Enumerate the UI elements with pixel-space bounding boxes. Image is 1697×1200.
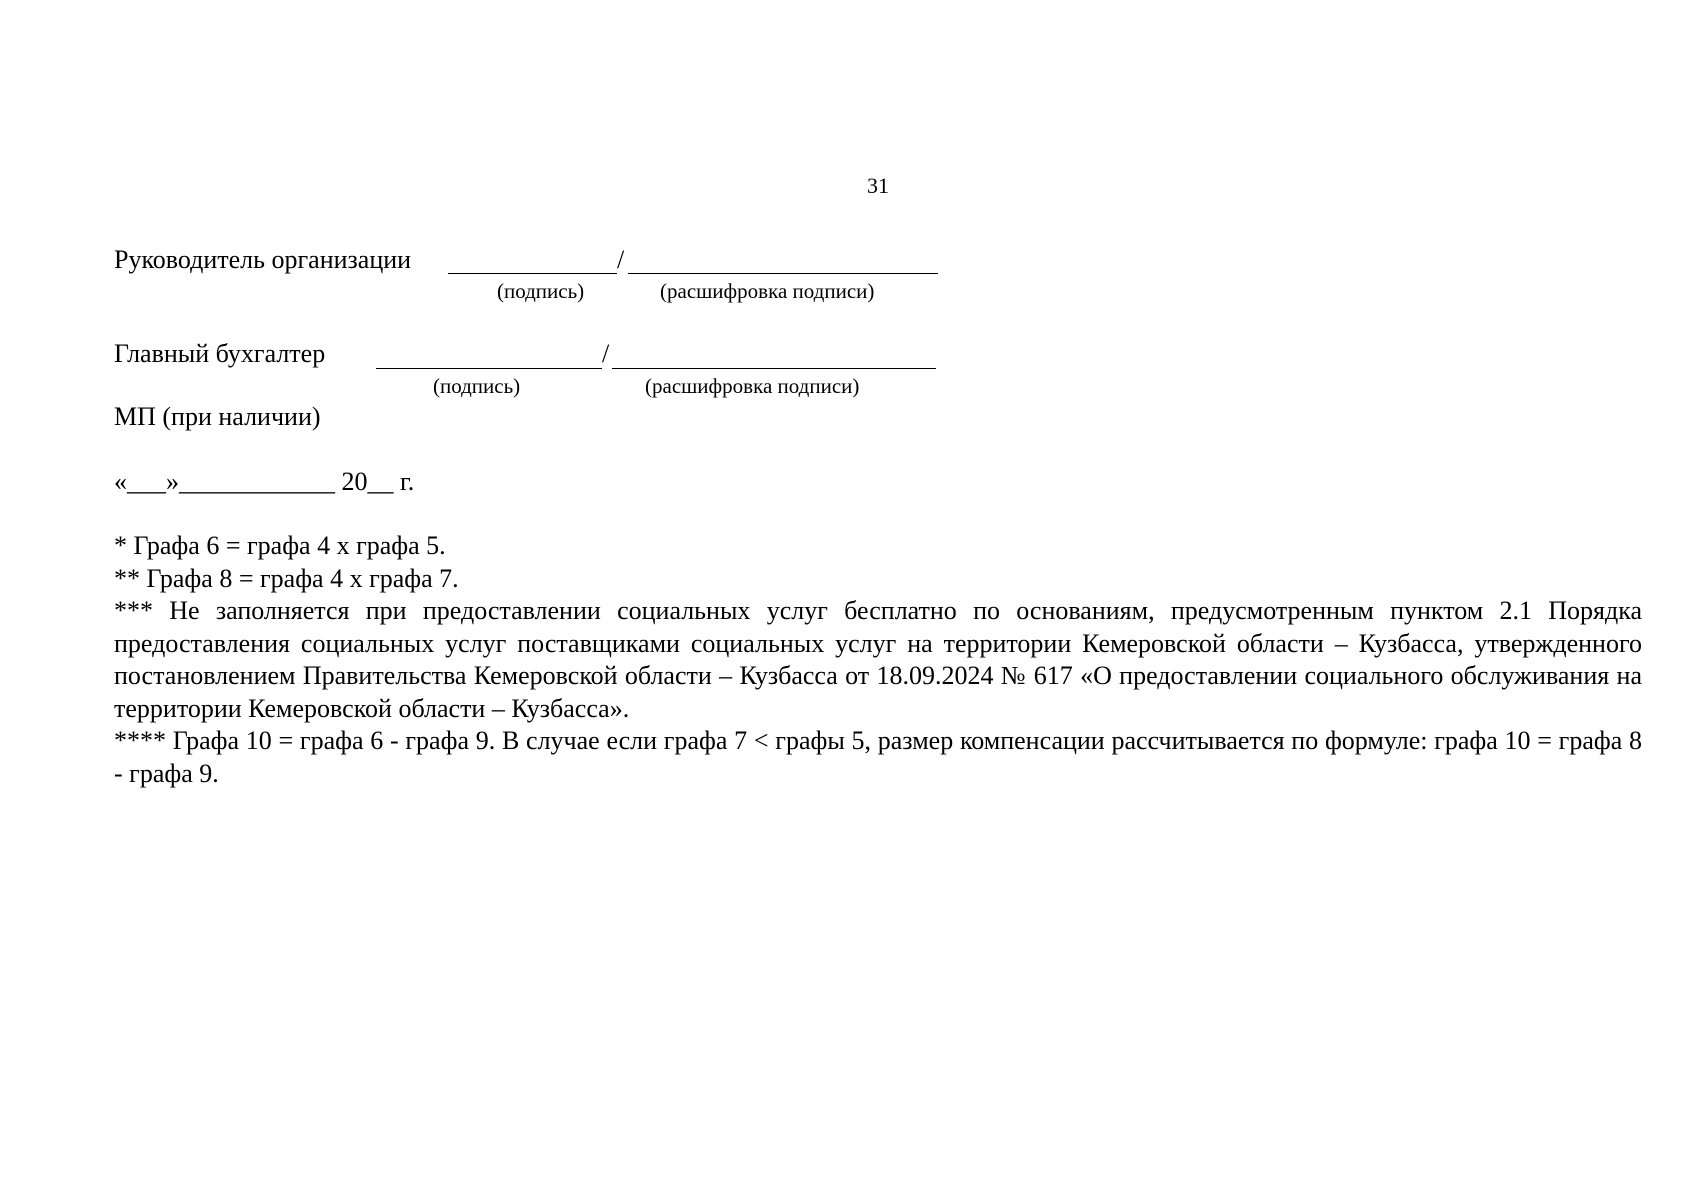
stamp-label: МП (при наличии) [114,402,321,431]
accountant-decryption-caption: (расшифровка подписи) [645,374,860,398]
head-signature-caption: (подпись) [497,279,585,303]
accountant-signature-caption: (подпись) [433,374,521,398]
accountant-signature-slash: / [602,339,610,368]
head-signature-label: Руководитель организации [114,245,412,274]
footnote-1: * Графа 6 = графа 4 х графа 5. [114,531,446,560]
date-line: «___»____________ 20__ г. [114,467,415,496]
page-number: 31 [867,173,889,198]
footnote-3: *** Не заполняется при предоставлении социальных услуг бесплатно по основаниям, предусмотренным пунктом 2.1 Порядка предоставления социальных услуг поставщиками социальных услуг на территории Кемеровской области – Кузбасса, утвержденного постановлением Правительства Кемеровской области – Кузбасса от 18.09.2024 № 617 «О предоставлении социального обслуживания на территории Кемеровской области – Кузбасса». [114,596,1642,723]
accountant-signature-label: Главный бухгалтер [114,339,326,368]
head-decryption-line [628,273,938,274]
footnotes [114,530,1642,790]
head-signature-slash: / [617,245,625,274]
head-decryption-caption: (расшифровка подписи) [660,279,875,303]
accountant-decryption-line [612,368,936,369]
footnote-4: **** Графа 10 = графа 6 - графа 9. В случае если графа 7 < графы 5, размер компенсации рассчитывается по формуле: графа 10 = графа 8 - графа 9. [114,726,1642,788]
head-signature-line [448,273,617,274]
footnote-2: ** Графа 8 = графа 4 х графа 7. [114,563,459,593]
accountant-signature-line [376,368,602,369]
